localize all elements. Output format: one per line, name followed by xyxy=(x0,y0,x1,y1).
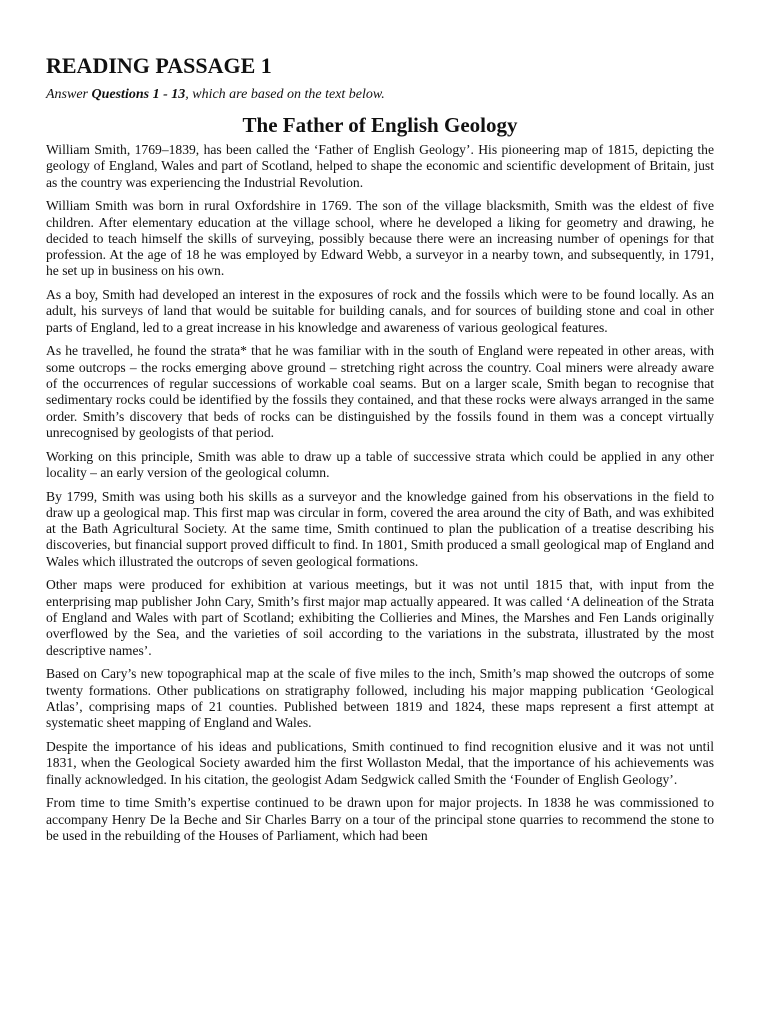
paragraph-9: Despite the importance of his ideas and publications, Smith continued to find recognition elusive and it was not until 1831, when the Geological Society awarded him the first Wollaston Medal, that the importance of his achievements was finally acknowledged. In his citation, the geologist Adam Sedgwick called Smith the ‘Founder of English Geology’. xyxy=(46,738,714,787)
paragraph-7: Other maps were produced for exhibition at various meetings, but it was not until 1815 that, with input from the enterprising map publisher John Cary, Smith’s first major map actually appeared. It was called ‘A delineation of the Strata of England and Wales with part of Scotland; exhibiting the Collieries and Mines, the Marshes and Fen Lands originally overflowed by the Sea, and the varieties of soil according to the variations in the substrata, illustrated by the most descriptive names’. xyxy=(46,577,714,658)
paragraph-2: William Smith was born in rural Oxfordshire in 1769. The son of the village blacksmith, Smith was the eldest of five children. After elementary education at the village school, where he developed a liking for geometry and drawing, he decided to teach himself the skills of surveying, possibly because there were an increasing number of openings for that profession. At the age of 18 he was employed by Edward Webb, a surveyor in a nearby town, and subsequently, in 1791, he set up in business on his own. xyxy=(46,198,714,279)
paragraph-3: As a boy, Smith had developed an interest in the exposures of rock and the fossils which were to be found locally. As an adult, his surveys of land that would be suitable for building canals, and for sources of building stone and coal in other parts of England, led to a great increase in his knowledge and awareness of various geological features. xyxy=(46,287,714,335)
paragraph-4: As he travelled, he found the strata* that he was familiar with in the south of England were repeated in other areas, with some outcrops – the rocks emerging above ground – stretching right across the country. Coal miners were already aware of the occurrences of regular successions of workable coal seams. But on a larger scale, Smith began to recognise that sedimentary rocks could be identified by the fossils they contained, and that these rocks were always arranged in the same order. Smith’s discovery that beds of rocks can be distinguished by the fossils found in them was a concept virtually unrecognised by geologists of that period. xyxy=(46,343,714,440)
section-heading: READING PASSAGE 1 xyxy=(46,53,272,78)
reading-passage-page xyxy=(46,52,714,851)
instructions-prefix: Answer xyxy=(46,87,92,102)
paragraph-5: Working on this principle, Smith was able to draw up a table of successive strata which could be applied in any other locality – an early version of the geological column. xyxy=(46,448,714,480)
instructions-questions: Questions 1 - 13 xyxy=(91,87,186,102)
instructions-suffix: , which are based on the text below. xyxy=(185,87,385,102)
paragraph-1: William Smith, 1769–1839, has been called the ‘Father of English Geology’. His pioneering map of 1815, depicting the geology of England, Wales and part of Scotland, helped to shape the economic and scientific development of Britain, just as the country was experiencing the Industrial Revolution. xyxy=(46,142,714,190)
paragraph-10: From time to time Smith’s expertise continued to be drawn upon for major projects. In 1838 he was commissioned to accompany Henry De la Beche and Sir Charles Barry on a tour of the principal stone quarries to recommend the stone to be used in the rebuilding of the Houses of Parliament, which had been xyxy=(46,795,714,843)
instructions xyxy=(46,86,714,104)
passage-body xyxy=(46,142,714,844)
passage-title: The Father of English Geology xyxy=(242,113,518,137)
paragraph-8: Based on Cary’s new topographical map at the scale of five miles to the inch, Smith’s map showed the outcrops of some twenty formations. Other publications on stratigraphy followed, including his major mapping publication ‘Geological Atlas’, comprising maps of 21 counties. Published between 1819 and 1824, these maps represent a first attempt at systematic sheet mapping of England and Wales. xyxy=(46,666,714,731)
paragraph-6: By 1799, Smith was using both his skills as a surveyor and the knowledge gained from his observations in the field to draw up a geological map. This first map was circular in form, covered the area around the city of Bath, and was exhibited at the Bath Agricultural Society. At the same time, Smith continued to plan the publication of a treatise describing his discoveries, but financial support proved difficult to find. In 1801, Smith produced a small geological map of England and Wales which illustrated the outcrops of seven geological formations. xyxy=(46,488,714,569)
